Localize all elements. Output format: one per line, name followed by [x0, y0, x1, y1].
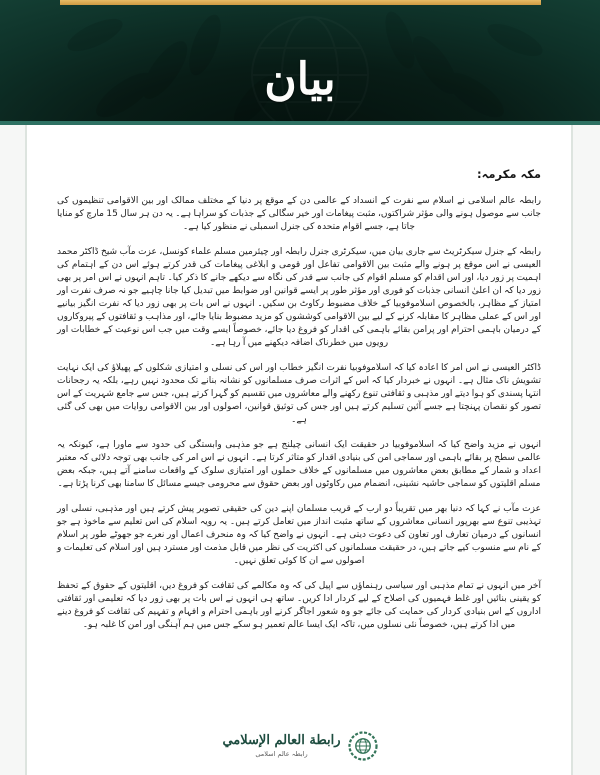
org-name-arabic: رابطة العالم الإسلامي	[222, 733, 341, 748]
muslim-world-league-emblem-icon	[348, 731, 378, 761]
org-name-urdu: رابطہ عالم اسلامی	[255, 750, 308, 758]
paragraph-3: ڈاکٹر العیسی نے اس امر کا اعادہ کیا کہ اسلاموفوبیا نفرت انگیز خطاب اور اس کی نسلی و امتیازی شکلوں کے پھیلاؤ کی ایک نہایت تشویش ناک مثال ہے۔ انہوں نے خبردار کیا کہ اس کے اثرات صرف مسلمانوں کو نشانہ بنانے تک محدود نہیں رہے، بلکہ یہ رجحانات انتہا پسندی کو ہوا دیتے اور مذہبی و ثقافتی تنوع رکھنے والے معاشروں میں تقسیم کو گہرا کرتے ہیں، جس سے جامع شہریت کے اس تصور کو نقصان پہنچتا ہے جسے آئین تسلیم کرتے ہیں اور جس کی توثیق قوانین، اصولوں اور بین الاقوامی روایات میں بھی کی گئی ہے۔	[57, 363, 541, 425]
paragraph-4: انہوں نے مزید واضح کیا کہ اسلاموفوبیا در حقیقت ایک انسانی چیلنج ہے جو مذہبی وابستگی کی حدود سے ماورا ہے، کیونکہ یہ عالمی سطح پر بقائے باہمی اور سماجی امن کی بنیادی اقدار کو متاثر کرتا ہے۔ انہوں نے اس امر کی جانب بھی توجہ دلائی کہ معتبر اعداد و شمار کے مطابق بعض معاشروں میں مسلمانوں کے خلاف حملوں اور امتیازی سلوک کے واقعات سامنے آتے ہیں، جبکہ بعض مسلم اقلیتوں کو سماجی حاشیہ نشینی، انضمام میں رکاوٹوں اور بعض حقوق سے محرومی جیسے مسائل کا سامنا بھی کرنا پڑتا ہے۔	[57, 440, 541, 489]
header-banner	[0, 0, 600, 125]
paragraph-1: رابطہ عالم اسلامی نے اسلام سے نفرت کے انسداد کے عالمی دن کے موقع پر دنیا کے مختلف ممالک اور بین الاقوامی تنظیموں کی جانب سے موصول ہونے والی مؤثر شراکتوں، مثبت پیغامات اور خیر سگالی کے جذبات کو سراہا ہے۔ یہ دن ہر سال 15 مارچ کو منایا جاتا ہے، جسے اقوام متحدہ کی جنرل اسمبلی نے منظور کیا ہے۔	[57, 196, 541, 232]
paragraph-6: آخر میں انہوں نے تمام مذہبی اور سیاسی رہنماؤں سے اپیل کی کہ وہ مکالمے کی ثقافت کو فروغ دیں، اقلیتوں کے حقوق کے تحفظ کو یقینی بنائیں اور غلط فہمیوں کی اصلاح کے لیے کردار ادا کریں۔ ساتھ ہی انہوں نے اس بات پر بھی زور دیا کہ تعلیمی اور ثقافتی اداروں کے اس بنیادی کردار کی حمایت کی جائے جو وہ شعور اجاگر کرنے اور باہمی احترام و افہام و تفہیم کی ثقافت کو فروغ دینے میں ادا کرتے ہیں، خصوصاً نئی نسلوں میں، تاکہ ایک ایسا عالم تعمیر ہو سکے جس میں ہم آہنگی اور امن کا غلبہ ہو۔	[57, 581, 541, 630]
statement-text	[57, 195, 541, 632]
paragraph-5: عزت مآب نے کہا کہ دنیا بھر میں تقریباً دو ارب کے قریب مسلمان اپنے دین کی حقیقی تصویر پیش کرتے ہیں اور مذہبی، نسلی اور تہذیبی تنوع سے بھرپور انسانی معاشروں کے ساتھ مثبت انداز میں تعامل کرتے ہیں۔ یہ رویہ اسلام کی اس تعلیم سے ماخوذ ہے جو انسانوں کے درمیان تعارف اور تعاون کی دعوت دیتی ہے۔ انہوں نے واضح کیا کہ وہ منحرف اعمال اور نعرے جو جھوٹے طور پر اسلام کے نام سے منسوب کیے جاتے ہیں، در حقیقت مسلمانوں کی اکثریت کی نظر میں قابل مذمت اور مسترد ہیں اور اسلام کی تعلیمات و اصولوں سے ان کا کوئی تعلق نہیں۔	[57, 504, 541, 566]
statement-title: بيان	[264, 54, 336, 105]
org-names	[222, 734, 340, 758]
footer-logo	[0, 731, 600, 761]
gold-top-bar	[60, 0, 541, 5]
document-body	[25, 125, 573, 775]
dateline: مکہ مکرمہ:	[477, 167, 541, 181]
paragraph-2: رابطہ کے جنرل سیکرٹریٹ سے جاری بیان میں، سیکرٹری جنرل رابطہ اور چیئرمین مسلم علماء کونسل، عزت مآب شیخ ڈاکٹر محمد العیسی نے اس موقع پر ہونے والے مثبت بین الاقوامی تفاعل اور قومی و ابلاغی پیغامات کی قدر کرتے ہوئے اس دن کے اہتمام کی اہمیت پر زور دیا، اور اس اقدام کو مسلم اقوام کی جانب سے قدر کی نگاہ سے دیکھے جانے کا ذکر کیا۔ تاہم انہوں نے اس امر پر بھی زور دیا کہ ان اعلیٰ انسانی جذبات کو فوری اور مؤثر طور پر ایسے قوانین اور ضوابط میں تبدیل کیا جانا چاہیے جو نہ صرف نفرت اور امتیاز کے مظاہر، بالخصوص اسلاموفوبیا کے خلاف مضبوط رکاوٹ بن سکیں۔ انہوں نے اس بات پر بھی زور دیا کہ نفرت انگیز بیانیے اور اس کے عملی مظاہر کا مقابلہ کرنے کے لیے بین الاقوامی کوششوں کو مزید مضبوط بنایا جائے، اور مذاہب و ثقافتوں کے پیروکاروں کے درمیان باہمی احترام اور پرامن بقائے باہمی کی اقدار کو فروغ دیا جائے، خصوصاً ایسے وقت میں جب اس نوعیت کے خطابات اور رویوں میں خطرناک اضافہ دیکھنے میں آ رہا ہے۔	[57, 247, 541, 348]
